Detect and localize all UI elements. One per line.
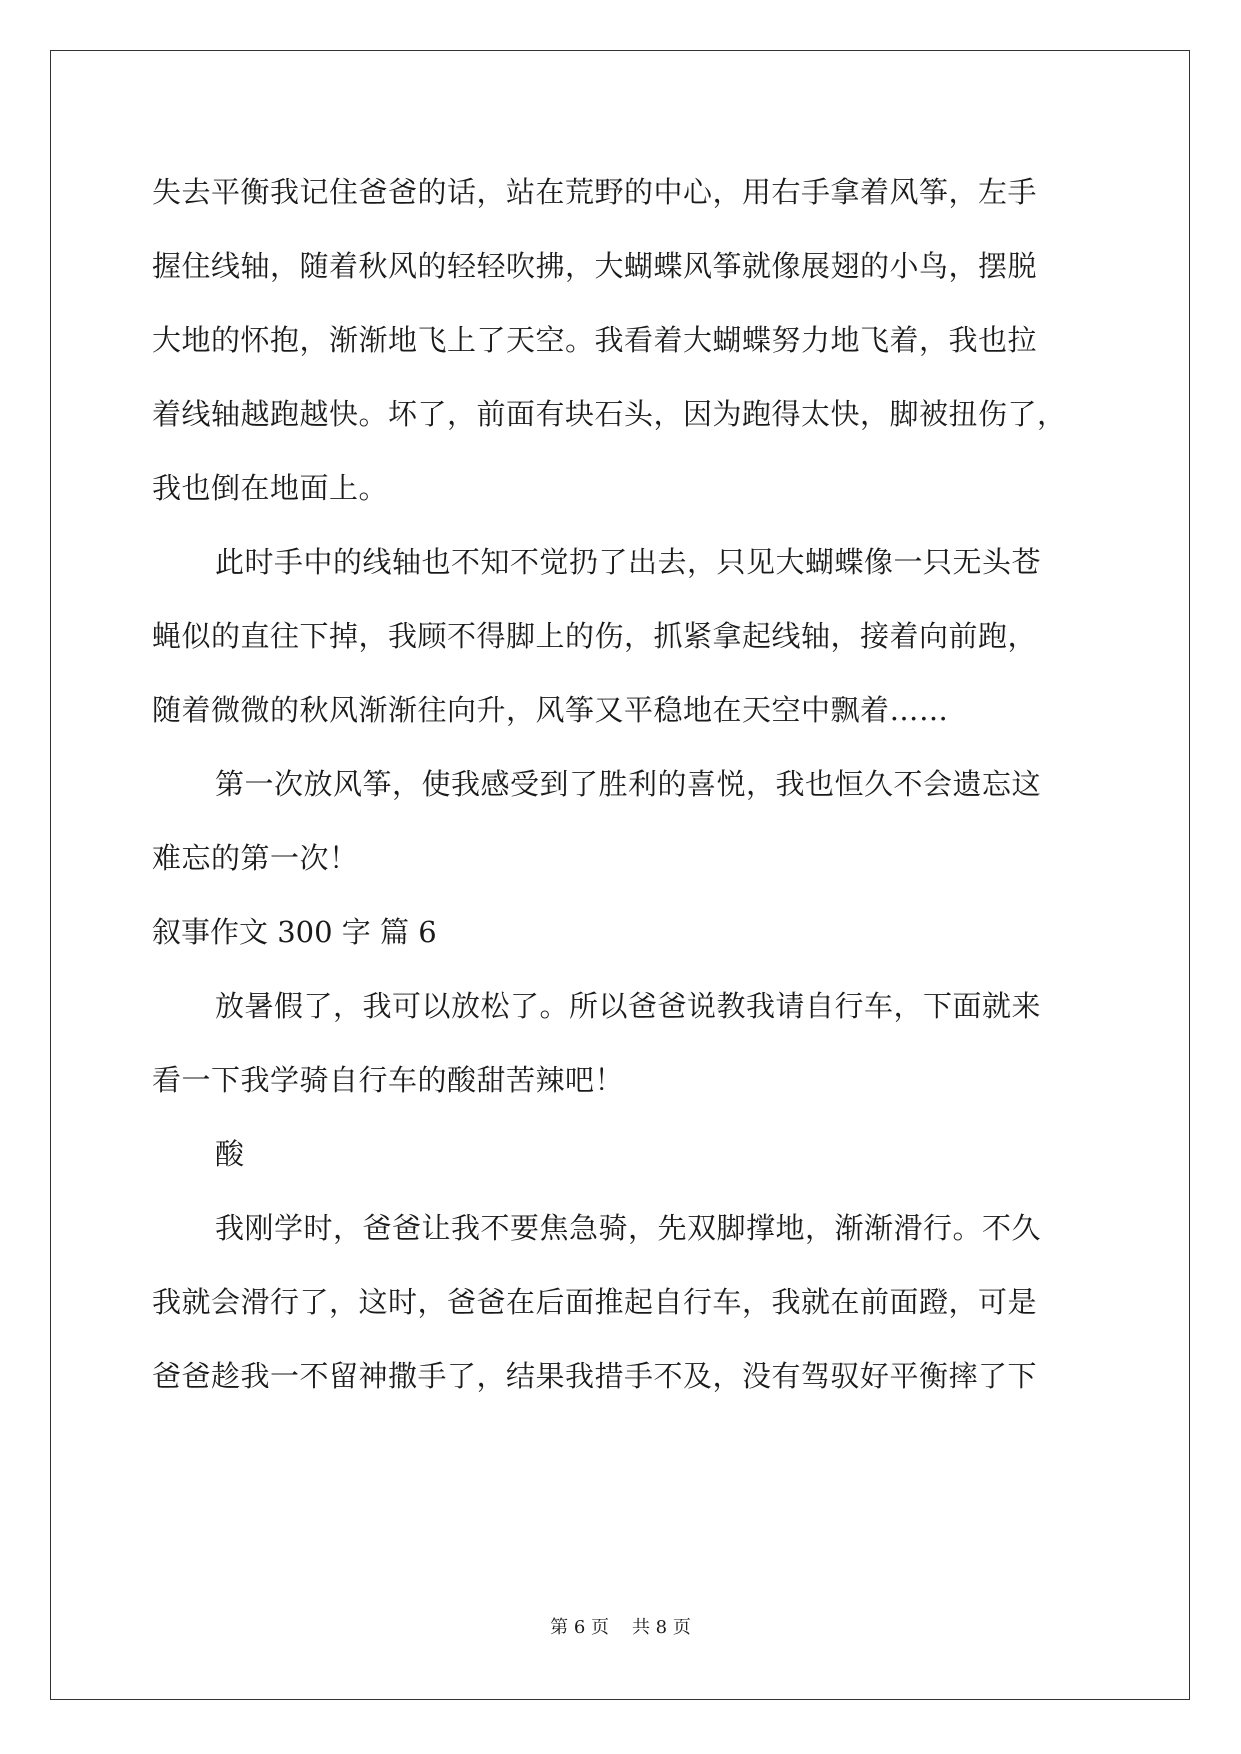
text-line: 我就会滑行了，这时，爸爸在后面推起自行车，我就在前面蹬，可是 [152,1285,1038,1319]
paragraph-start-line: 此时手中的线轴也不知不觉扔了出去，只见大蝴蝶像一只无头苍 [215,545,1042,579]
text-line: 爸爸趁我一不留神撒手了，结果我措手不及，没有驾驭好平衡摔了下 [152,1359,1038,1393]
paragraph-start-line: 放暑假了，我可以放松了。所以爸爸说教我请自行车，下面就来 [215,989,1042,1023]
subheading-line: 酸 [215,1137,245,1171]
text-line: 握住线轴，随着秋风的轻轻吹拂，大蝴蝶风筝就像展翅的小鸟，摆脱 [152,249,1038,283]
text-line: 随着微微的秋风渐渐往向升，风筝又平稳地在天空中飘着…… [152,693,949,727]
page-footer: 第 6 页 共 8 页 [550,1617,691,1638]
section-heading: 叙事作文 300 字 篇 6 [152,915,437,949]
text-line: 看一下我学骑自行车的酸甜苦辣吧！ [152,1063,625,1097]
paragraph-start-line: 第一次放风筝，使我感受到了胜利的喜悦，我也恒久不会遗忘这 [215,767,1042,801]
text-line: 我也倒在地面上。 [152,471,389,505]
text-line: 蝇似的直往下掉，我顾不得脚上的伤，抓紧拿起线轴，接着向前跑， [152,619,1038,653]
paragraph-start-line: 我刚学时，爸爸让我不要焦急骑，先双脚撑地，渐渐滑行。不久 [215,1211,1042,1245]
text-line: 失去平衡我记住爸爸的话，站在荒野的中心，用右手拿着风筝，左手 [152,175,1038,209]
text-line: 大地的怀抱，渐渐地飞上了天空。我看着大蝴蝶努力地飞着，我也拉 [152,323,1038,357]
text-line: 难忘的第一次！ [152,841,359,875]
text-line: 着线轴越跑越快。坏了，前面有块石头，因为跑得太快，脚被扭伤了， [152,397,1067,431]
